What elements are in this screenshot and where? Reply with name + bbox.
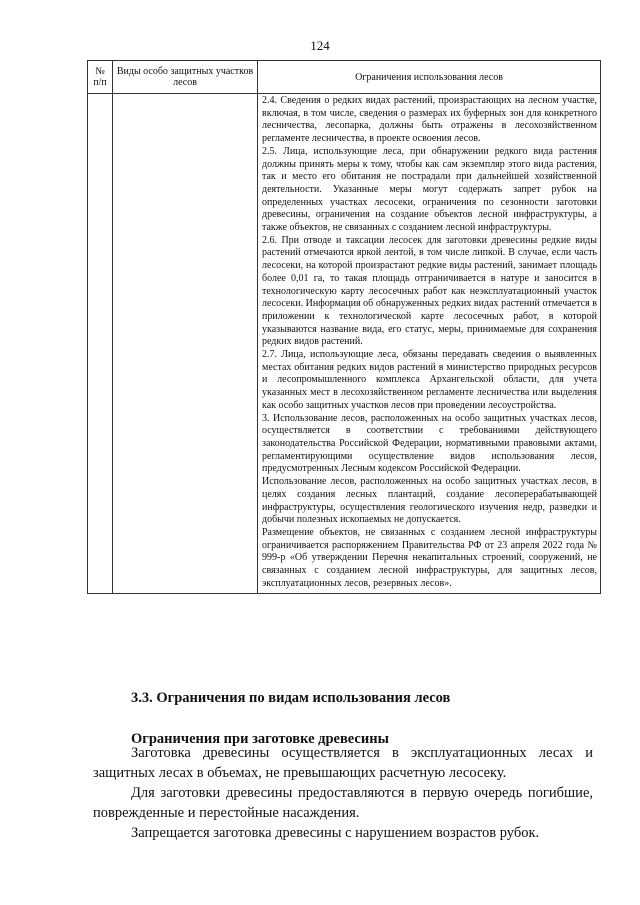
restriction-paragraph: Размещение объектов, не связанных с созданием лесной инфраструктуры ограничивается распоряжением Правительства РФ от 23 апреля 2022 года № 999-р «Об утверждении Перечня некапитальных строений, сооружений, не связанных с созданием лесной инфраструктуры, для защитных лесов, эксплуатационных лесов, резервных лесов». — [262, 526, 597, 589]
body-paragraph: Заготовка древесины осуществляется в эксплуатационных лесах и защитных лесах в объемах, не превышающих расчетную лесосеку. — [93, 745, 593, 781]
restrictions-table — [87, 60, 601, 594]
header-number: № п/п — [88, 61, 113, 94]
restriction-paragraph: 2.6. При отводе и таксации лесосек для заготовки древесины редкие виды растений отмечаются яркой лентой, в том числе липкой. В случае, если часть лесосеки, на которой произрастают редкие виды растений, занимает площадь более 0,01 га, то такая площадь отграничивается в натуре и заносится в технологическую карту лесосечных работ как неэксплуатационный участок лесосеки. Информация об обнаруженных редких видах растений отмечается в приложении к технологической карте лесосечных работ, в которой указываются название вида, его статус, меры, принимаемые для сохранения редких видов растений. — [262, 234, 597, 348]
table-row — [88, 94, 601, 594]
header-zone-types: Виды особо защитных участков лесов — [113, 61, 258, 94]
body-paragraph: Для заготовки древесины предоставляются в первую очередь погибшие, поврежденные и перестойные насаждения. — [93, 785, 593, 821]
page-number: 124 — [310, 38, 330, 53]
restriction-paragraph: 2.4. Сведения о редких видах растений, произрастающих на лесном участке, включая, в том числе, сведения о размерах их буферных зон для конкретного лесничества, лесопарка, должны быть отражены в лесохозяйственном регламенте лесничества, в проекте освоения лесов. — [262, 95, 597, 145]
cell-zone-type — [113, 94, 258, 594]
section-heading: 3.3. Ограничения по видам использования лесов — [131, 690, 451, 706]
cell-restrictions — [258, 94, 601, 594]
restriction-paragraph: Использование лесов, расположенных на особо защитных участках лесов, в целях создания лесных плантаций, создание лесоперерабатывающей инфраструктуры, осуществления геологического изучения недр, разведки и добычи полезных ископаемых не допускается. — [262, 476, 597, 526]
restriction-paragraph: 2.7. Лица, использующие леса, обязаны передавать сведения о выявленных местах обитания редких видов растений в министерство природных ресурсов и лесопромышленного комплекса Архангельской области, для учета указанных мест в лесохозяйственном регламенте лесничества или выделения как особо защитных участков лесов при проведении лесоустройства. — [262, 349, 597, 411]
table-header-row — [88, 61, 601, 94]
restriction-paragraph: 3. Использование лесов, расположенных на особо защитных участках лесов, осуществляется в соответствии с требованиями действующего законодательства Российской Федерации, нормативными правовыми актами, регламентирующими осуществление видов использования лесов, предусмотренных Лесным кодексом Российской Федерации. — [262, 412, 597, 475]
restriction-paragraph: 2.5. Лица, использующие леса, при обнаружении редкого вида растения должны принять меры к тому, чтобы как сам экземпляр этого вида растения, так и место его обитания не пострадали при дальнейшей хозяйственной деятельности. Указанные меры могут содержать запрет рубок на определенных участках лесосеки, ограничения по сезонности заготовки древесины, ограничения на создание объектов лесной инфраструктуры, а также объектов, не связанных с созданием лесной инфраструктуры. — [262, 145, 597, 234]
body-paragraph: Запрещается заготовка древесины с нарушением возрастов рубок. — [131, 825, 540, 841]
subheading: Ограничения при заготовке древесины — [131, 731, 389, 747]
cell-number — [88, 94, 113, 594]
header-restrictions: Ограничения использования лесов — [258, 61, 601, 94]
